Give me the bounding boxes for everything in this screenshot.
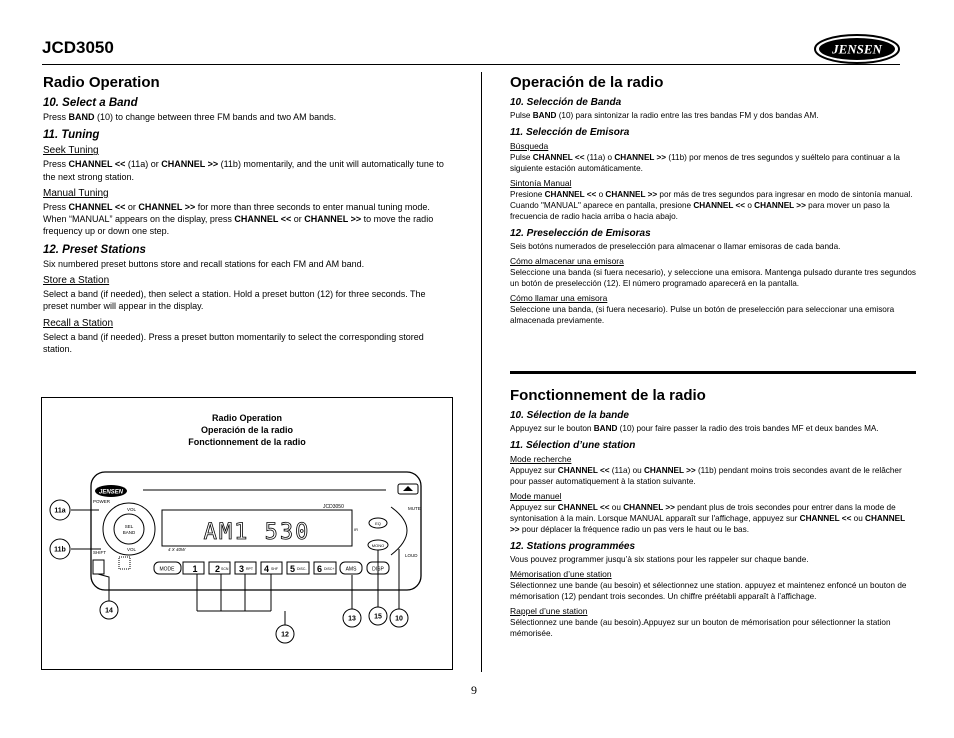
paragraph-select-band: Appuyez sur le bouton BAND (10) pour faire passer la radio des trois bandes MF et deux bandes MA. bbox=[510, 424, 879, 433]
svg-text:AMS: AMS bbox=[345, 566, 357, 573]
subheading-seek: Mode recherche bbox=[510, 454, 572, 464]
section-title: Operación de la radio bbox=[510, 74, 664, 91]
svg-text:SHF: SHF bbox=[271, 567, 278, 571]
svg-text:11a: 11a bbox=[54, 507, 66, 515]
paragraph-recall: Seleccione una banda, (si fuera necesario). Pulse un botón de preselección para seleccionar una emisora almacenada previamente. bbox=[510, 305, 895, 325]
heading-tuning: 11. Tuning bbox=[43, 129, 100, 142]
heading-tuning: 11. Sélection d’une station bbox=[510, 440, 636, 451]
power-label: POWER bbox=[93, 499, 111, 504]
model-title: JCD3050 bbox=[42, 38, 114, 57]
loud-label: LOUD bbox=[405, 553, 418, 558]
paragraph-seek: Pulse CHANNEL << (11a) o CHANNEL >> (11b) por menos de tres segundos y suéltelo para continuar a la siguiente estación automáticamente. bbox=[510, 153, 900, 173]
svg-text:4: 4 bbox=[264, 564, 270, 574]
paragraph-select-band: Pulse BAND (10) para sintonizar la radio entre las tres bandas FM y dos bandas AM. bbox=[510, 111, 819, 120]
paragraph-manual: Press CHANNEL << or CHANNEL >> for more than three seconds to enter manual tuning mode. When “MANUAL” appears on the display, press CHANNEL << or CHANNEL >> to move the radio frequency up or down one step. bbox=[43, 201, 434, 237]
paragraph-select-band: Press BAND (10) to change between three FM bands and two AM bands. bbox=[43, 112, 337, 122]
subheading-store: Cómo almacenar una emisora bbox=[510, 256, 624, 266]
svg-text:SCN: SCN bbox=[221, 567, 229, 571]
subheading-recall: Recall a Station bbox=[43, 317, 114, 329]
paragraph-preset: Seis botóns numerados de preselección para almacenar o llamar emisoras de cada banda. bbox=[510, 242, 841, 251]
paragraph-manual: Presione CHANNEL << o CHANNEL >> por más de tres segundos para ingresar en modo de sintonía manual. Cuando "MANUAL" aparece en pantalla, presione CHANNEL << o CHANNEL >> para mover un paso la frecuencia de radio hacia arriba o hacia abajo. bbox=[510, 190, 913, 221]
watts-label: 4 X 40W bbox=[168, 547, 186, 552]
svg-text:EQ: EQ bbox=[375, 521, 381, 526]
svg-text:10: 10 bbox=[395, 615, 403, 623]
svg-text:VOL: VOL bbox=[127, 507, 137, 512]
model-label: JCD3050 bbox=[323, 504, 344, 510]
svg-text:IR: IR bbox=[354, 527, 358, 532]
icon-button-14 bbox=[93, 560, 104, 574]
header-rule bbox=[42, 64, 900, 65]
french-separator bbox=[510, 371, 916, 374]
svg-text:13: 13 bbox=[348, 615, 356, 623]
column-divider bbox=[481, 72, 482, 672]
heading-preset: 12. Preselección de Emisoras bbox=[510, 228, 651, 239]
svg-text:DISC+: DISC+ bbox=[324, 567, 335, 571]
svg-text:VOL: VOL bbox=[127, 547, 137, 552]
svg-text:MONO: MONO bbox=[371, 543, 385, 548]
section-title: Fonctionnement de la radio bbox=[510, 387, 706, 404]
svg-text:MODE: MODE bbox=[159, 566, 175, 573]
logo-text: JENSEN bbox=[832, 41, 882, 57]
section-title: Radio Operation bbox=[43, 74, 160, 91]
heading-select-band: 10. Selección de Banda bbox=[510, 97, 622, 108]
subheading-manual: Manual Tuning bbox=[43, 187, 109, 199]
svg-text:DISP: DISP bbox=[372, 566, 384, 573]
jensen-logo bbox=[814, 34, 900, 64]
paragraph-recall: Sélectionnez une bande (au besoin).Appuyez sur un bouton de mémorisation pour sélectionner la station mémorisée. bbox=[510, 618, 891, 638]
svg-text:14: 14 bbox=[105, 607, 113, 615]
english-section bbox=[43, 74, 453, 360]
paragraph-manual: Appuyez sur CHANNEL << ou CHANNEL >> pendant plus de trois secondes pour entrer dans la mode de syntonisation à la main. Lorsque MANUAL apparaît sur l'affichage, appuyez sur CHANNEL << ou CHANNEL >> pour déplacer la fréquence radio un pas vers le haut ou le bas. bbox=[510, 503, 905, 534]
paragraph-preset: Vous pouvez programmer jusqu’à six stations pour les rappeler sur chaque bande. bbox=[510, 555, 809, 564]
svg-text:11b: 11b bbox=[54, 546, 66, 554]
subheading-manual: Mode manuel bbox=[510, 491, 562, 501]
svg-text:RPT: RPT bbox=[246, 567, 253, 571]
svg-text:DISC-: DISC- bbox=[297, 567, 307, 571]
svg-text:BAND: BAND bbox=[122, 530, 136, 535]
subheading-seek: Búsqueda bbox=[510, 141, 549, 151]
heading-preset: 12. Preset Stations bbox=[43, 243, 146, 256]
paragraph-seek: Appuyez sur CHANNEL << (11a) ou CHANNEL >> (11b) pendant moins trois secondes avant de le relâcher pour passer automatiquement à la station suivante. bbox=[510, 466, 902, 486]
heading-preset: 12. Stations programmées bbox=[510, 541, 636, 552]
subheading-seek: Seek Tuning bbox=[43, 145, 99, 157]
mute-label: MUTE bbox=[408, 506, 421, 511]
heading-select-band: 10. Sélection de la bande bbox=[510, 410, 629, 421]
page-number: 9 bbox=[471, 683, 477, 697]
subheading-recall: Rappel d’une station bbox=[510, 606, 588, 616]
paragraph-seek: Press CHANNEL << (11a) or CHANNEL >> (11b) momentarily, and the unit will automatically tune to the next strong station. bbox=[43, 159, 444, 182]
sel-button bbox=[114, 514, 144, 544]
shift-label: SHIFT bbox=[93, 550, 106, 555]
svg-text:3: 3 bbox=[239, 564, 245, 574]
svg-text:2: 2 bbox=[215, 564, 221, 574]
display-readout: AM1 530 bbox=[203, 520, 311, 545]
heading-select-band: 10. Select a Band bbox=[43, 97, 138, 109]
svg-text:6: 6 bbox=[317, 564, 323, 574]
french-section bbox=[510, 387, 916, 643]
subheading-manual: Sintonía Manual bbox=[510, 178, 572, 188]
paragraph-store: Sélectionnez une bande (au besoin) et sélectionnez une station. appuyez et maintenez enfoncé un bouton de mémorisation (12) pendant trois secondes. Un chiffre préétabli apparaît à l’affichage. bbox=[510, 581, 907, 601]
spanish-section bbox=[510, 74, 916, 330]
paragraph-recall: Select a band (if needed). Press a preset button momentarily to select the corresponding stored station. bbox=[43, 331, 424, 354]
radio-faceplate-diagram bbox=[41, 397, 453, 670]
subheading-store: Mémorisation d’une station bbox=[510, 569, 612, 579]
paragraph-store: Seleccione una banda (si fuera necesario), y seleccione una emisora. Mantenga pulsado durante tres segundos un botón de preselección (12). El número programado aparecerá en la pantalla. bbox=[510, 268, 916, 288]
paragraph-preset: Six numbered preset buttons store and recall stations for each FM and AM band. bbox=[43, 258, 365, 269]
svg-text:1: 1 bbox=[192, 564, 198, 574]
svg-text:5: 5 bbox=[290, 564, 296, 574]
svg-text:12: 12 bbox=[281, 631, 289, 639]
subheading-store: Store a Station bbox=[43, 275, 110, 287]
svg-text:15: 15 bbox=[374, 613, 382, 621]
svg-text:JENSEN: JENSEN bbox=[98, 489, 124, 496]
paragraph-store: Select a band (if needed), then select a station. Hold a preset button (12) for three seconds. The preset number will appear in the display. bbox=[43, 289, 426, 312]
svg-text:SEL: SEL bbox=[124, 524, 134, 529]
heading-tuning: 11. Selección de Emisora bbox=[510, 127, 630, 138]
subheading-recall: Cómo llamar una emisora bbox=[510, 293, 608, 303]
figure-caption: Radio Operation Operación de la radio Fonctionnement de la radio bbox=[188, 413, 306, 447]
